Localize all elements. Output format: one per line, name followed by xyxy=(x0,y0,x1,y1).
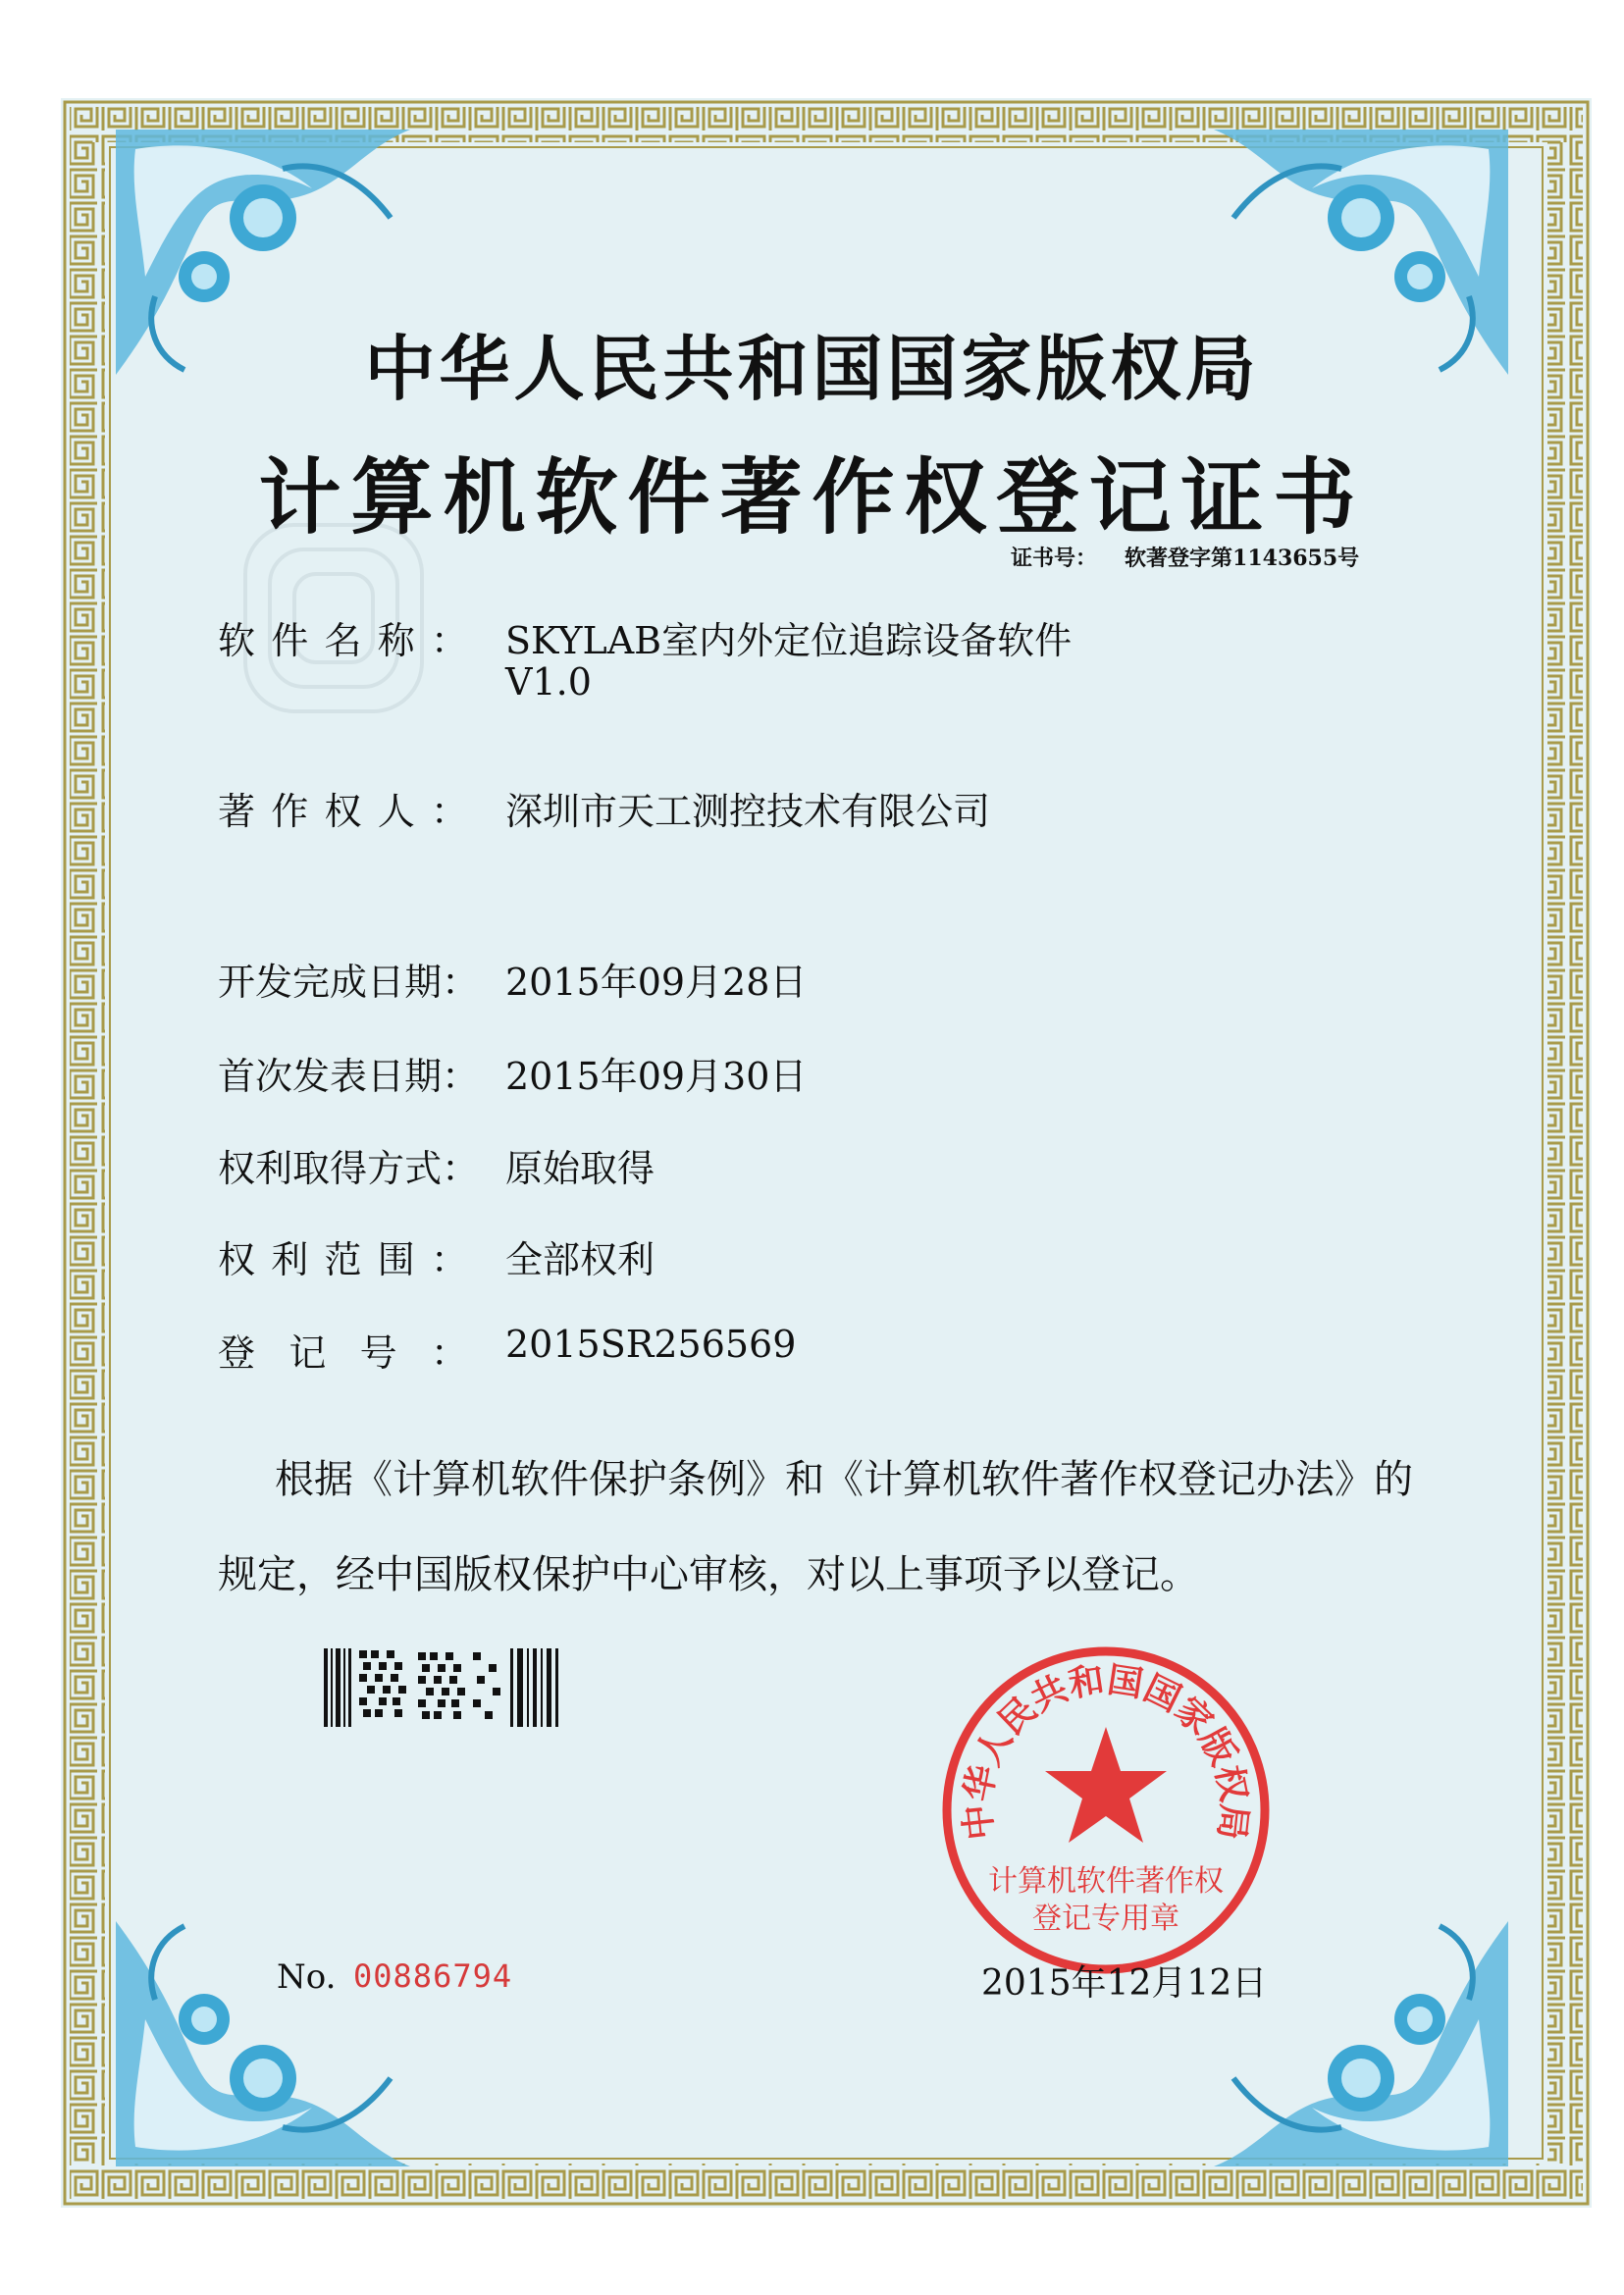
field-label-copyright-owner: 著 作 权 人 ： xyxy=(218,790,468,833)
statement-line-2: 规定，经中国版权保护中心审核，对以上事项予以登记。 xyxy=(218,1552,1199,1597)
star-icon xyxy=(1045,1727,1167,1843)
cert-no-label: 证书号： xyxy=(1011,546,1098,571)
field-value-acquisition-method: 原始取得 xyxy=(505,1147,655,1190)
serial-label: No. xyxy=(277,1957,337,1997)
field-value-registration-number: 2015SR256569 xyxy=(505,1323,797,1366)
field-value-development-date: 2015年09月28日 xyxy=(505,961,808,1004)
barcode xyxy=(324,1648,559,1727)
field-value-copyright-owner: 深圳市天工测控技术有限公司 xyxy=(505,790,991,833)
seal-ring-text: 中华人民共和国国家版权局 xyxy=(956,1658,1256,1843)
field-value-software-version: V1.0 xyxy=(505,660,592,704)
field-label-publish-date: 首 次 发 表 日 期 ： xyxy=(218,1055,480,1098)
seal-line-2: 登记专用章 xyxy=(1032,1902,1179,1936)
statement-line-1: 根据《计算机软件保护条例》和《计算机软件著作权登记办法》的 xyxy=(275,1457,1413,1502)
official-seal xyxy=(939,1643,1273,1977)
field-label-software-name: 软 件 名 称 ： xyxy=(218,619,468,662)
issue-date: 2015年12月12日 xyxy=(981,1963,1268,2004)
seal-line-1: 计算机软件著作权 xyxy=(988,1864,1224,1899)
field-value-rights-scope: 全部权利 xyxy=(505,1238,655,1281)
field-value-publish-date: 2015年09月30日 xyxy=(505,1055,808,1098)
certificate-number xyxy=(1011,542,1359,572)
field-label-acquisition-method: 权 利 取 得 方 式 ： xyxy=(218,1147,480,1190)
serial-number: 00886794 xyxy=(353,1957,513,1995)
cert-no-value: 软著登字第1143655号 xyxy=(1125,546,1360,571)
issuer-title: 中华人民共和国国家版权局 xyxy=(364,327,1260,410)
field-value-software-name: SKYLAB室内外定位追踪设备软件 xyxy=(505,619,1073,662)
field-label-registration-number: 登 记 号 ： xyxy=(218,1331,468,1375)
certificate-title: 计算机软件著作权登记证书 xyxy=(258,448,1366,546)
field-label-rights-scope: 权 利 范 围 ： xyxy=(218,1238,468,1281)
field-label-development-date: 开 发 完 成 日 期 ： xyxy=(218,961,480,1004)
